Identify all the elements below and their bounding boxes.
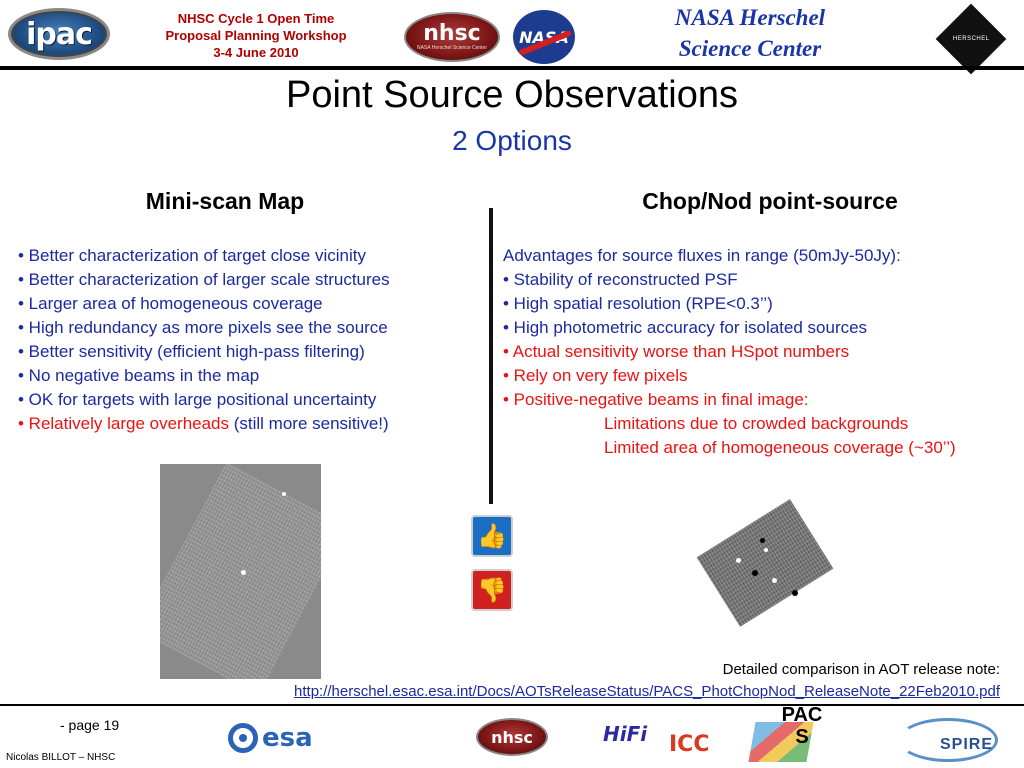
list-item: • No negative beams in the map (18, 366, 260, 385)
advantages-intro: Advantages for source fluxes in range (50mJy-50Jy): (503, 246, 901, 265)
nhsc-logo-subtext: NASA Herschel Science Center (416, 45, 488, 51)
spire-logo (898, 718, 998, 762)
nhsc-logo (404, 12, 500, 62)
thumbs-up-icon (471, 515, 513, 557)
ipac-logo (8, 8, 110, 60)
nasa-logo (513, 10, 575, 64)
workshop-title (140, 10, 372, 61)
sub-item-drawback: Limitations due to crowded backgrounds (604, 414, 909, 433)
slide-subtitle: 2 Options (452, 125, 572, 156)
nhsc-footer-logo (476, 718, 548, 756)
point-source-marker (241, 570, 246, 575)
list-item-drawback: • Rely on very few pixels (503, 366, 688, 385)
comparison-note: Detailed comparison in AOT release note: (722, 661, 1000, 678)
thumbs-down-icon (471, 569, 513, 611)
column-divider (489, 208, 493, 504)
chop-nod-heading: Chop/Nod point-source (642, 188, 898, 214)
science-center-line-2: Science Center (678, 36, 822, 61)
page-number: - page 19 (60, 717, 120, 733)
nhsc-footer-logo-text: nhsc (491, 727, 533, 747)
herschel-logo-text: HERSCHEL (952, 36, 990, 42)
chop-nod-list (503, 244, 1023, 460)
pacs-logo-text: PAC S (781, 704, 823, 748)
chop-nod-patch (697, 499, 834, 627)
mini-scan-map-image (160, 464, 321, 679)
spire-logo-text: SPIRE (940, 736, 994, 753)
chop-nod-map-image (700, 518, 840, 608)
list-item-drawback: • Actual sensitivity worse than HSpot numbers (503, 342, 850, 361)
sub-item-drawback: Limited area of homogeneous coverage (~30’’) (604, 438, 956, 457)
list-item-drawback: • Positive-negative beams in final image: (503, 390, 809, 409)
hifi-logo-text: HiFi (603, 722, 648, 746)
positive-beam-marker (764, 548, 768, 552)
esa-ring-icon (228, 723, 258, 753)
esa-logo-text: esa (262, 723, 313, 753)
list-item-overheads (18, 412, 488, 436)
workshop-line-1: NHSC Cycle 1 Open Time (177, 11, 335, 26)
negative-beam-marker (752, 570, 758, 576)
list-item: • High redundancy as more pixels see the source (18, 318, 388, 337)
overheads-rest-text: (still more sensitive!) (229, 414, 389, 433)
thumbs-up-glyph: 👍 (477, 522, 507, 550)
list-item: • Stability of reconstructed PSF (503, 270, 738, 289)
ipac-logo-text: ipac (26, 16, 92, 52)
workshop-line-2: Proposal Planning Workshop (165, 28, 347, 43)
workshop-line-3: 3-4 June 2010 (213, 45, 299, 60)
positive-beam-marker (736, 558, 741, 563)
science-center-line-1: NASA Herschel (674, 5, 826, 30)
negative-beam-marker (760, 538, 765, 543)
list-item: • Larger area of homogeneous coverage (18, 294, 323, 313)
header-rule (0, 66, 1024, 70)
author-credit: Nicolas BILLOT – NHSC (6, 752, 116, 763)
list-item: • OK for targets with large positional uncertainty (18, 390, 377, 409)
list-item: • Better characterization of target close vicinity (18, 246, 366, 265)
list-item: • Better characterization of larger scale structures (18, 270, 390, 289)
nhsc-logo-text: nhsc (423, 21, 481, 46)
nasa-logo-text: NASA (519, 27, 569, 47)
icc-logo-text: ICC (669, 732, 710, 757)
positive-beam-marker (772, 578, 777, 583)
list-item: • Better sensitivity (efficient high-pass filtering) (18, 342, 365, 361)
footer-rule (0, 704, 1024, 706)
thumbs-down-glyph: 👎 (477, 576, 507, 604)
hifi-icc-logo (603, 720, 710, 760)
science-center-title (630, 2, 870, 64)
negative-beam-marker (792, 590, 798, 596)
slide-title: Point Source Observations (285, 74, 738, 116)
mini-scan-heading: Mini-scan Map (145, 188, 305, 214)
overheads-red-text: • Relatively large overheads (18, 414, 230, 433)
list-item: • High photometric accuracy for isolated sources (503, 318, 868, 337)
pacs-logo (752, 704, 832, 764)
point-source-marker (282, 492, 286, 496)
list-item: • High spatial resolution (RPE<0.3’’) (503, 294, 773, 313)
esa-logo (228, 720, 336, 756)
herschel-logo (936, 4, 1007, 75)
release-note-link[interactable]: http://herschel.esac.esa.int/Docs/AOTsReleaseStatus/PACS_PhotChopNod_ReleaseNote_22Feb2010.pdf (294, 683, 1000, 700)
mini-scan-list (18, 244, 488, 436)
